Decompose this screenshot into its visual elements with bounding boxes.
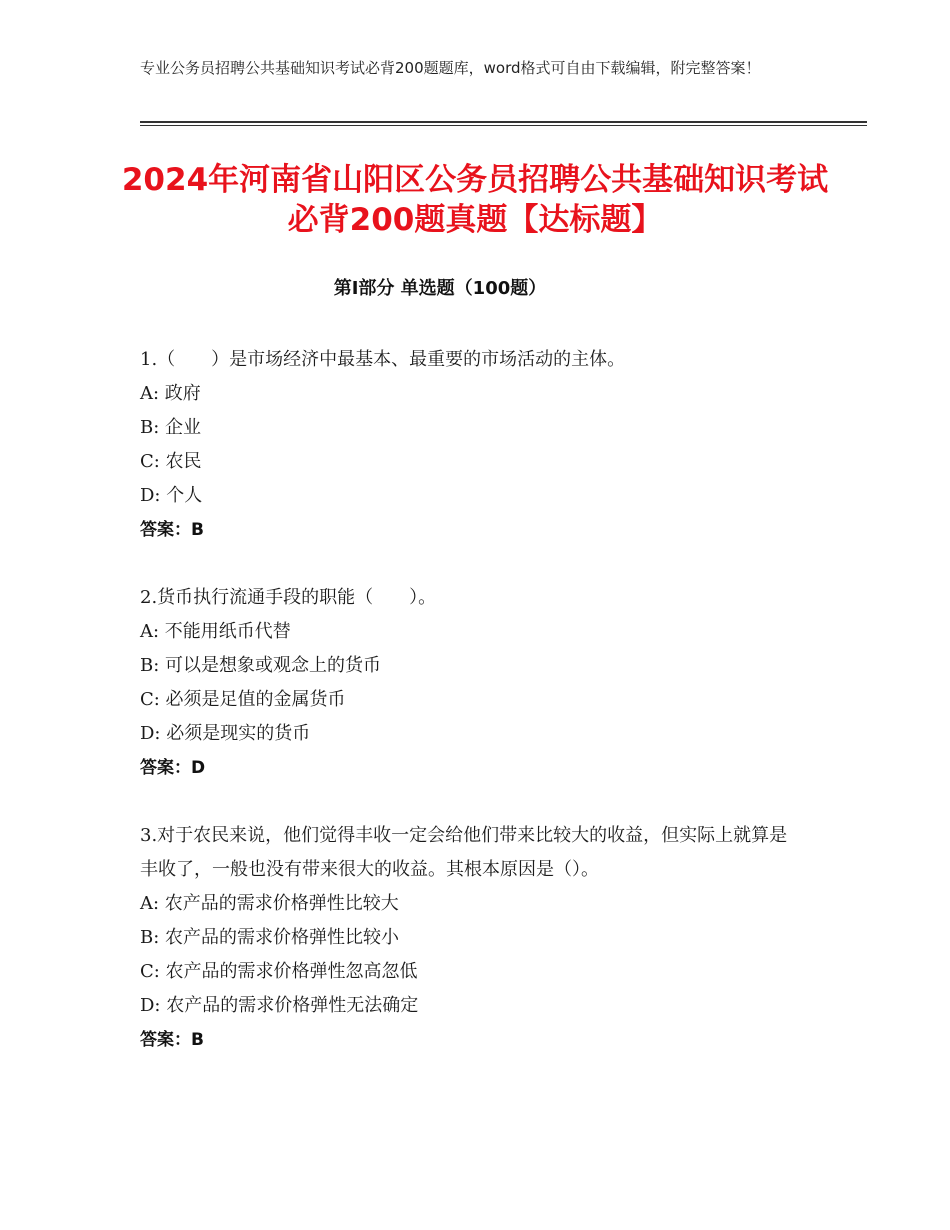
option-b: B: 可以是想象或观念上的货币: [140, 655, 382, 676]
option-c: C: 必须是足值的金属货币: [140, 689, 346, 710]
option-d: D: 农产品的需求价格弹性无法确定: [140, 995, 419, 1016]
question-stem: 1.（ ）是市场经济中最基本、最重要的市场活动的主体。: [140, 349, 626, 370]
question-list: [140, 343, 800, 1091]
option-a: A: 农产品的需求价格弹性比较大: [140, 893, 399, 914]
option-b: B: 农产品的需求价格弹性比较小: [140, 927, 400, 948]
option-a: A: 不能用纸币代替: [140, 621, 291, 642]
answer: 答案：B: [140, 520, 204, 540]
header-note: 专业公务员招聘公共基础知识考试必背200题题库，word格式可自由下载编辑，附完整答案！: [140, 59, 761, 77]
question-stem: 2.货币执行流通手段的职能（ ）。: [140, 587, 437, 608]
question-2: [140, 581, 800, 785]
answer: 答案：D: [140, 758, 206, 778]
section-title: 第I部分 单选题（100题）: [333, 278, 547, 299]
option-d: D: 个人: [140, 485, 203, 506]
question-3: [140, 819, 800, 1057]
question-1: [140, 343, 800, 547]
document-title: 2024年河南省山阳区公务员招聘公共基础知识考试必背200题真题【达标题】: [121, 162, 829, 238]
answer: 答案：B: [140, 1030, 204, 1050]
option-d: D: 必须是现实的货币: [140, 723, 311, 744]
option-c: C: 农产品的需求价格弹性忽高忽低: [140, 961, 418, 982]
option-b: B: 企业: [140, 417, 202, 438]
question-stem: 3.对于农民来说，他们觉得丰收一定会给他们带来比较大的收益，但实际上就算是丰收了，一般也没有带来很大的收益。其根本原因是（）。: [140, 825, 788, 880]
header-rule-thin: [140, 125, 867, 126]
header-rule-thick: [140, 121, 867, 123]
option-a: A: 政府: [140, 383, 201, 404]
option-c: C: 农民: [140, 451, 202, 472]
